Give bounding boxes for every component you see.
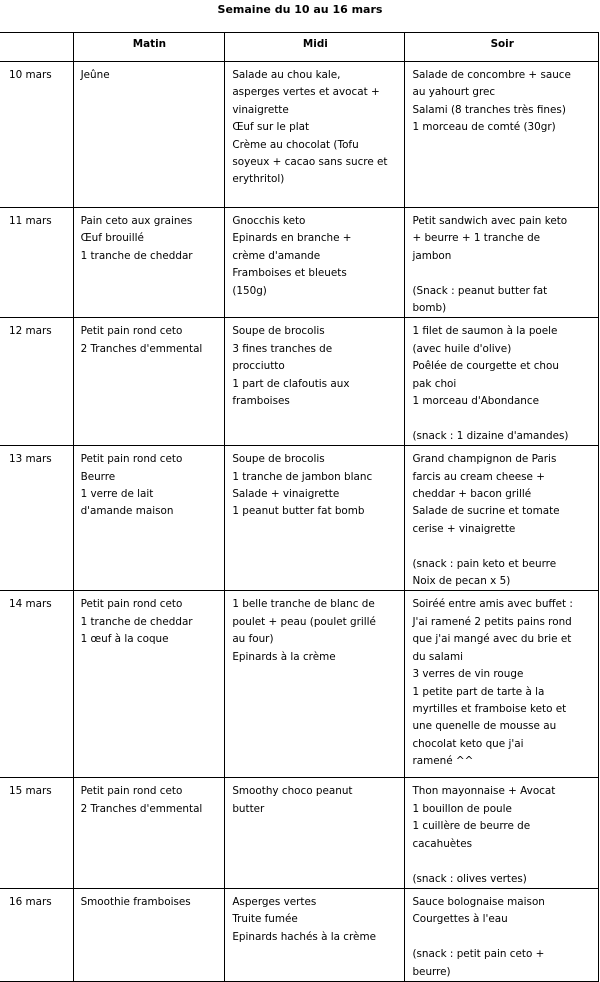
soir-line: du salami [412, 650, 463, 663]
midi-line: Epinards hachés à la crème [232, 930, 376, 943]
soir-line: Courgettes à l'eau [412, 913, 508, 926]
matin-line: Petit pain rond ceto [80, 598, 183, 611]
soir-line: cacahuètes [412, 837, 473, 850]
soir-line: farcis au cream cheese + [412, 470, 545, 483]
soir-line: Grand champignon de Paris [412, 453, 557, 466]
soir-line: au yahourt grec [412, 86, 496, 99]
date-cell: 16 mars [0, 888, 73, 981]
soir-line: jambon [412, 249, 452, 262]
soir-cell [405, 208, 599, 318]
date-cell: 13 mars [0, 446, 73, 591]
blank-line [412, 410, 592, 427]
matin-line: Petit pain rond ceto [80, 453, 183, 466]
matin-cell [73, 778, 225, 888]
soir-line: Sauce bolognaise maison [412, 895, 545, 908]
soir-line: 1 bouillon de poule [412, 802, 512, 815]
soir-line: Salade de concombre + sauce [412, 69, 571, 81]
midi-line: Asperges vertes [232, 895, 317, 908]
matin-cell [73, 888, 225, 981]
soir-cell [405, 591, 599, 778]
soir-line: pak choi [412, 377, 457, 390]
soir-line: une quenelle de mousse au [412, 720, 557, 733]
matin-line: 1 verre de lait [80, 488, 154, 501]
midi-line: 3 fines tranches de [232, 342, 333, 355]
matin-line: 1 tranche de cheddar [80, 249, 193, 262]
soir-line: 1 morceau de comté (30gr) [412, 121, 556, 134]
soir-line: bomb) [412, 302, 447, 315]
midi-line: asperges vertes et avocat + [232, 86, 380, 99]
midi-line: crème d'amande [232, 249, 321, 262]
matin-cell [73, 62, 225, 208]
midi-line: poulet + peau (poulet grillé [232, 615, 376, 628]
soir-line: cerise + vinaigrette [412, 522, 516, 535]
midi-line: 1 peanut butter fat bomb [232, 505, 365, 518]
midi-line: Salade + vinaigrette [232, 488, 340, 501]
midi-cell [225, 591, 405, 778]
date-cell: 10 mars [0, 62, 73, 208]
meal-plan-table [0, 32, 599, 982]
table-row [0, 446, 599, 591]
soir-line: 1 cuillère de beurre de [412, 820, 531, 833]
matin-line: Œuf brouillé [80, 232, 144, 245]
matin-cell [73, 591, 225, 778]
midi-line: 1 tranche de jambon blanc [232, 470, 373, 483]
soir-line: + beurre + 1 tranche de [412, 232, 541, 245]
soir-line: 1 filet de saumon à la poele [412, 325, 558, 338]
midi-cell [225, 208, 405, 318]
midi-line: Œuf sur le plat [232, 121, 310, 134]
midi-line: Gnocchis keto [232, 215, 306, 227]
midi-line: Salade au chou kale, [232, 69, 341, 81]
date-cell: 15 mars [0, 778, 73, 888]
date-cell: 12 mars [0, 318, 73, 446]
soir-line: cheddar + bacon grillé [412, 488, 532, 501]
table-row [0, 591, 599, 778]
soir-line: (avec huile d'olive) [412, 342, 512, 355]
midi-line: soyeux + cacao sans sucre et [232, 156, 388, 169]
soir-line: beurre) [412, 965, 451, 978]
header-row [0, 33, 599, 62]
blank-line [412, 265, 592, 282]
table-body [0, 62, 599, 982]
midi-line: Epinards à la crème [232, 650, 336, 663]
soir-cell [405, 62, 599, 208]
table-row [0, 208, 599, 318]
soir-line: 3 verres de vin rouge [412, 668, 524, 681]
midi-line: framboises [232, 395, 290, 408]
soir-line: (Snack : peanut butter fat [412, 284, 548, 297]
soir-line: myrtilles et framboise keto et [412, 702, 567, 715]
soir-line: 1 morceau d'Abondance [412, 395, 540, 408]
soir-line: (snack : olives vertes) [412, 872, 527, 885]
soir-line: ramené ^^ [412, 755, 474, 768]
blank-line [412, 538, 592, 555]
matin-line: Beurre [80, 470, 116, 483]
soir-line: Soiréé entre amis avec buffet : [412, 598, 573, 611]
blank-line [412, 853, 592, 870]
document-title: Semaine du 10 au 16 mars [217, 3, 383, 16]
midi-line: Soupe de brocolis [232, 453, 325, 466]
matin-line: 1 tranche de cheddar [80, 615, 193, 628]
header-matin: Matin [73, 33, 225, 62]
soir-line: chocolat keto que j'ai [412, 737, 524, 750]
date-cell: 14 mars [0, 591, 73, 778]
midi-line: erythritol) [232, 173, 285, 186]
matin-cell [73, 208, 225, 318]
header-soir: Soir [405, 33, 599, 62]
soir-line: Salade de sucrine et tomate [412, 505, 560, 518]
midi-line: Soupe de brocolis [232, 325, 325, 338]
matin-line: Petit pain rond ceto [80, 785, 183, 798]
soir-line: Thon mayonnaise + Avocat [412, 785, 556, 798]
midi-line: procciutto [232, 360, 285, 373]
soir-line: J'ai ramené 2 petits pains rond [412, 615, 572, 628]
midi-line: Crème au chocolat (Tofu [232, 138, 359, 151]
matin-line: Pain ceto aux graines [80, 215, 193, 227]
matin-line: 1 œuf à la coque [80, 633, 169, 646]
midi-line: vinaigrette [232, 103, 289, 116]
matin-line: Petit pain rond ceto [80, 325, 183, 338]
soir-line: (snack : pain keto et beurre [412, 557, 557, 570]
matin-line: Jeûne [80, 69, 110, 81]
soir-cell [405, 318, 599, 446]
midi-line: 1 part de clafoutis aux [232, 377, 350, 390]
midi-line: Epinards en branche + [232, 232, 352, 245]
header-midi: Midi [225, 33, 405, 62]
soir-line: 1 petite part de tarte à la [412, 685, 545, 698]
soir-line: Salami (8 tranches très fines) [412, 103, 566, 116]
soir-line: Noix de pecan x 5) [412, 575, 511, 588]
table-row [0, 778, 599, 888]
soir-line: que j'ai mangé avec du brie et [412, 633, 572, 646]
matin-line: d'amande maison [80, 505, 174, 518]
soir-line: (snack : petit pain ceto + [412, 948, 545, 961]
date-cell: 11 mars [0, 208, 73, 318]
matin-line: 2 Tranches d'emmental [80, 342, 203, 355]
midi-cell [225, 446, 405, 591]
midi-line: (150g) [232, 284, 267, 297]
blank-line [412, 929, 592, 946]
soir-line: Petit sandwich avec pain keto [412, 215, 568, 227]
midi-cell [225, 778, 405, 888]
table-row [0, 62, 599, 208]
soir-cell [405, 446, 599, 591]
midi-line: Smoothy choco peanut [232, 785, 353, 798]
matin-cell [73, 318, 225, 446]
midi-line: au four) [232, 633, 274, 646]
table-row [0, 888, 599, 981]
midi-cell [225, 888, 405, 981]
soir-line: Poêlée de courgette et chou [412, 360, 559, 373]
matin-line: 2 Tranches d'emmental [80, 802, 203, 815]
midi-cell [225, 318, 405, 446]
midi-cell [225, 62, 405, 208]
table-row [0, 318, 599, 446]
matin-cell [73, 446, 225, 591]
matin-line: Smoothie framboises [80, 895, 191, 908]
midi-line: 1 belle tranche de blanc de [232, 598, 375, 611]
soir-cell [405, 778, 599, 888]
midi-line: Truite fumée [232, 913, 298, 926]
soir-line: (snack : 1 dizaine d'amandes) [412, 429, 569, 442]
soir-cell [405, 888, 599, 981]
midi-line: Framboises et bleuets [232, 267, 347, 280]
header-date [0, 33, 73, 62]
midi-line: butter [232, 802, 265, 815]
